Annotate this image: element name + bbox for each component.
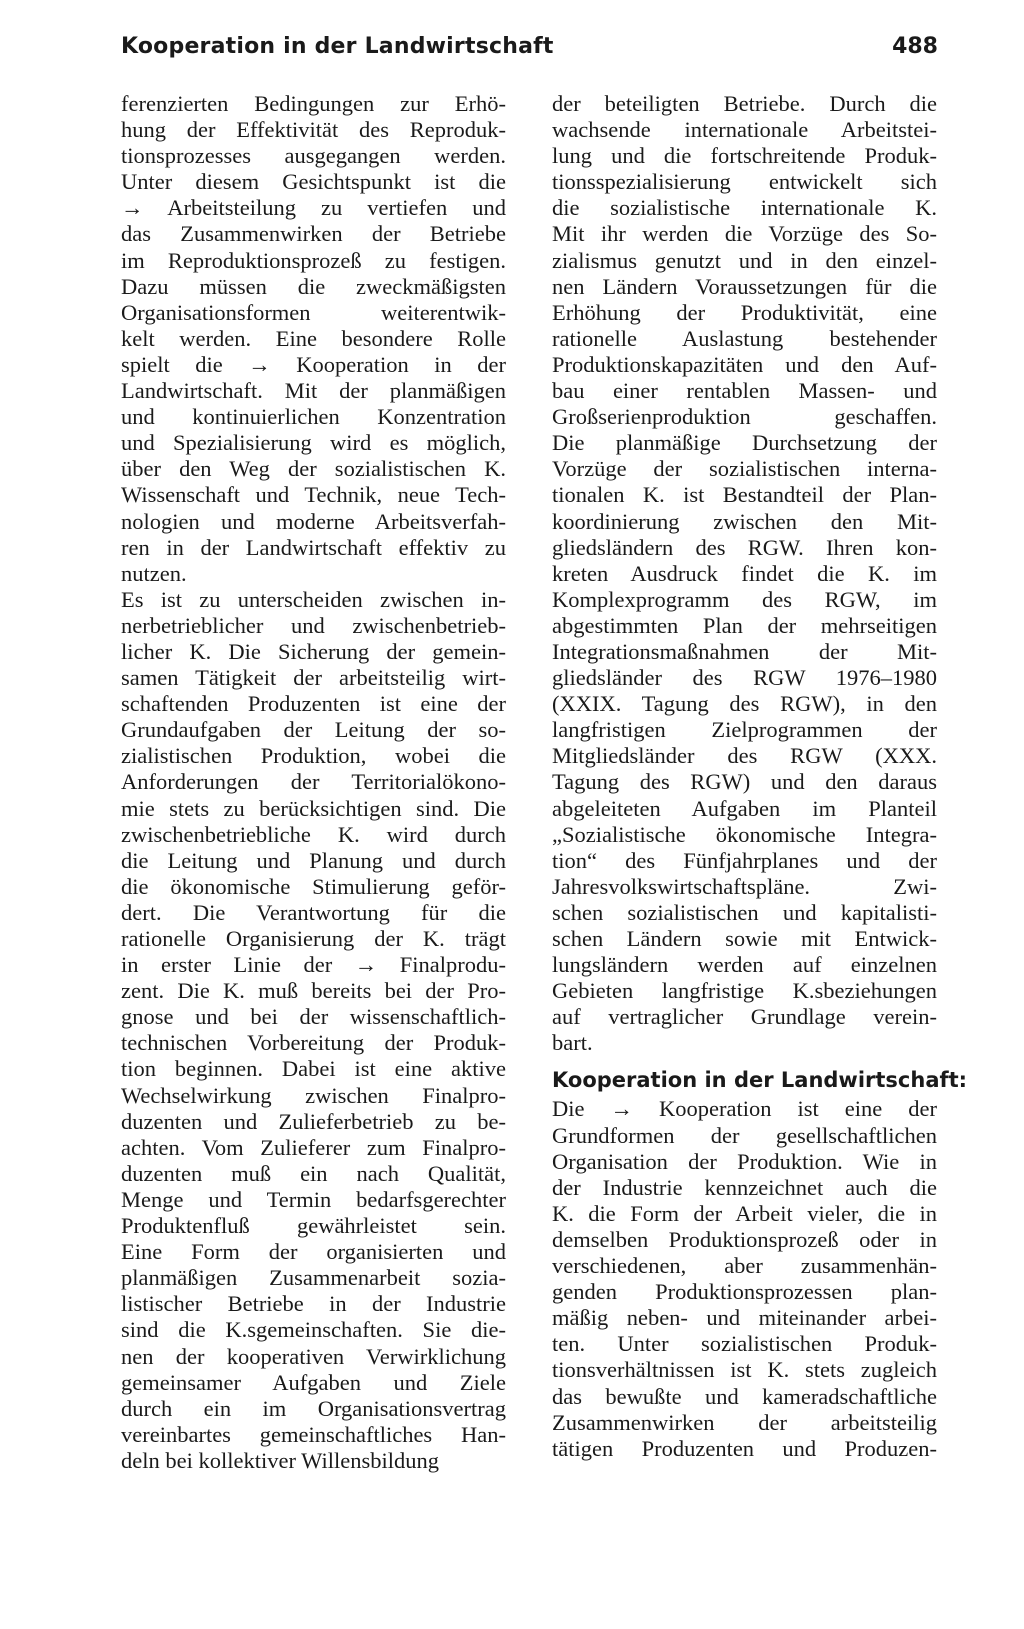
text-line: schen Ländern sowie mit Entwick-: [552, 926, 937, 951]
text-line: planmäßigen Zusammenarbeit sozia-: [121, 1265, 506, 1291]
text-line: Unter diesem Gesichtspunkt ist die: [121, 169, 506, 195]
text-line: duzenten muß ein nach Qualität,: [121, 1160, 506, 1186]
text-line: Mitgliedsländer des RGW (XXX.: [552, 743, 937, 769]
text-line: und kontinuierlichen Konzentration: [121, 404, 506, 430]
text-line: samen Tätigkeit der arbeitsteilig wirt-: [121, 665, 506, 691]
text-line: achten. Vom Zulieferer zum Finalpro-: [121, 1134, 506, 1160]
text-line: Eine Form der organisierten und: [121, 1239, 506, 1265]
text-line: gliedsländern des RGW. Ihren kon-: [552, 534, 937, 560]
text-line: kelt werden. Eine besondere Rolle: [121, 325, 506, 351]
text-line: hung der Effektivität des Reproduk-: [121, 117, 506, 143]
text-line: das Zusammenwirken der Betriebe: [121, 221, 506, 247]
right-column-text: [552, 91, 937, 1056]
right-column: [552, 91, 968, 1462]
text-line: genden Produktionsprozessen plan-: [552, 1279, 937, 1305]
text-line: rationelle Organisierung der K. trägt: [121, 926, 506, 951]
text-line: die Leitung und Planung und durch: [121, 847, 506, 873]
text-line: tionalen K. ist Bestandteil der Plan-: [552, 482, 937, 508]
text-line: bau einer rentablen Massen- und: [552, 378, 937, 404]
text-line: schaftenden Produzenten ist eine der: [121, 691, 506, 717]
text-line: lung und die fortschreitende Produk-: [552, 143, 937, 169]
text-line: verschiedenen, aber zusammenhän-: [552, 1253, 937, 1279]
text-line: duzenten und Zulieferbetrieb zu be-: [121, 1108, 506, 1134]
text-line: Die planmäßige Durchsetzung der: [552, 430, 937, 456]
text-line: ferenzierten Bedingungen zur Erhö-: [121, 91, 506, 116]
text-line: Es ist zu unterscheiden zwischen in-: [121, 586, 506, 612]
text-line: zialismus genutzt und in den einzel-: [552, 247, 937, 273]
text-line: spielt die → Kooperation in der: [121, 351, 506, 377]
text-line: Organisation der Produktion. Wie in: [552, 1148, 937, 1174]
entry-heading: Kooperation in der Landwirtschaft:: [552, 1068, 968, 1093]
text-line: Dazu müssen die zweckmäßigsten: [121, 273, 506, 299]
text-line: abgeleiteten Aufgaben im Planteil: [552, 795, 937, 821]
text-line: nerbetrieblicher und zwischenbetrieb-: [121, 612, 506, 638]
text-line: nen Ländern Voraussetzungen für die: [552, 273, 937, 299]
text-line: Grundformen der gesellschaftlichen: [552, 1122, 937, 1148]
text-line: technischen Vorbereitung der Produk-: [121, 1030, 506, 1056]
text-line: tätigen Produzenten und Produzen-: [552, 1435, 937, 1461]
text-line: tion beginnen. Dabei ist eine aktive: [121, 1056, 506, 1082]
entry-text: [552, 1096, 937, 1461]
text-line: licher K. Die Sicherung der gemein-: [121, 638, 506, 664]
text-line: Landwirtschaft. Mit der planmäßigen: [121, 378, 506, 404]
text-line: durch ein im Organisationsvertrag: [121, 1395, 506, 1421]
text-line: tionsverhältnissen ist K. stets zugleich: [552, 1357, 937, 1383]
text-line: gliedsländer des RGW 1976–1980: [552, 665, 937, 691]
page-number: 488: [892, 34, 938, 59]
text-line: sind die K.sgemeinschaften. Sie die-: [121, 1317, 506, 1343]
text-line: kreten Ausdruck findet die K. im: [552, 560, 937, 586]
text-line: gnose und bei der wissenschaftlich-: [121, 1004, 506, 1030]
text-line: Anforderungen der Territorialökono-: [121, 769, 506, 795]
text-line: Mit ihr werden die Vorzüge des So-: [552, 221, 937, 247]
text-line: Jahresvolkswirtschaftspläne. Zwi-: [552, 873, 937, 899]
text-line: mäßig neben- und miteinander arbei-: [552, 1305, 937, 1331]
text-line: dert. Die Verantwortung für die: [121, 899, 506, 925]
text-line: zialistischen Produktion, wobei die: [121, 743, 506, 769]
text-line: deln bei kollektiver Willensbildung: [121, 1447, 439, 1473]
text-line: schen sozialistischen und kapitalisti-: [552, 899, 937, 925]
text-line: ren in der Landwirtschaft effektiv zu: [121, 534, 506, 560]
text-line: listischer Betriebe in der Industrie: [121, 1291, 506, 1317]
text-line: K. die Form der Arbeit vieler, die in: [552, 1200, 937, 1226]
text-line: in erster Linie der → Finalprodu-: [121, 952, 506, 978]
text-line: zent. Die K. muß bereits bei der Pro-: [121, 978, 506, 1004]
running-head: Kooperation in der Landwirtschaft: [121, 34, 554, 59]
text-line: tionsprozesses ausgegangen werden.: [121, 143, 506, 169]
text-line: Vorzüge der sozialistischen interna-: [552, 456, 937, 482]
text-line: zwischenbetriebliche K. wird durch: [121, 821, 506, 847]
text-line: tionsspezialisierung entwickelt sich: [552, 169, 937, 195]
text-line: Integrationsmaßnahmen der Mit-: [552, 638, 937, 664]
text-line: abgestimmten Plan der mehrseitigen: [552, 612, 937, 638]
left-column: [121, 91, 506, 1474]
text-line: wachsende internationale Arbeitstei-: [552, 117, 937, 143]
text-line: der Industrie kennzeichnet auch die: [552, 1174, 937, 1200]
text-line: „Sozialistische ökonomische Integra-: [552, 821, 937, 847]
text-line: Gebieten langfristige K.sbeziehungen: [552, 978, 937, 1004]
text-line: Zusammenwirken der arbeitsteilig: [552, 1409, 937, 1435]
text-line: Großserienproduktion geschaffen.: [552, 404, 937, 430]
text-line: über den Weg der sozialistischen K.: [121, 456, 506, 482]
text-line: → Arbeitsteilung zu vertiefen und: [121, 195, 506, 221]
text-line: (XXIX. Tagung des RGW), in den: [552, 691, 937, 717]
text-line: nologien und moderne Arbeitsverfah-: [121, 508, 506, 534]
text-line: auf vertraglicher Grundlage verein-: [552, 1004, 937, 1030]
text-line: gemeinsamer Aufgaben und Ziele: [121, 1369, 506, 1395]
text-line: nutzen.: [121, 560, 187, 586]
text-line: bart.: [552, 1030, 593, 1056]
text-line: Organisationsformen weiterentwik-: [121, 299, 506, 325]
text-line: Erhöhung der Produktivität, eine: [552, 299, 937, 325]
text-line: tion“ des Fünfjahrplanes und der: [552, 847, 937, 873]
text-line: das bewußte und kameradschaftliche: [552, 1383, 937, 1409]
text-line: Wechselwirkung zwischen Finalpro-: [121, 1082, 506, 1108]
text-line: Produktenfluß gewährleistet sein.: [121, 1213, 506, 1239]
text-line: nen der kooperativen Verwirklichung: [121, 1343, 506, 1369]
text-line: rationelle Auslastung bestehender: [552, 325, 937, 351]
text-line: die ökonomische Stimulierung geför-: [121, 873, 506, 899]
text-line: mie stets zu berücksichtigen sind. Die: [121, 795, 506, 821]
text-line: die sozialistische internationale K.: [552, 195, 937, 221]
text-line: demselben Produktionsprozeß oder in: [552, 1226, 937, 1252]
text-line: Wissenschaft und Technik, neue Tech-: [121, 482, 506, 508]
text-line: Tagung des RGW) und den daraus: [552, 769, 937, 795]
text-line: im Reproduktionsprozeß zu festigen.: [121, 247, 506, 273]
text-line: Grundaufgaben der Leitung der so-: [121, 717, 506, 743]
text-line: lungsländern werden auf einzelnen: [552, 952, 937, 978]
text-line: ten. Unter sozialistischen Produk-: [552, 1331, 937, 1357]
text-line: langfristigen Zielprogrammen der: [552, 717, 937, 743]
text-line: Die → Kooperation ist eine der: [552, 1096, 937, 1122]
text-line: Produktionskapazitäten und den Auf-: [552, 351, 937, 377]
text-line: Menge und Termin bedarfsgerechter: [121, 1186, 506, 1212]
text-line: der beteiligten Betriebe. Durch die: [552, 91, 937, 116]
text-line: und Spezialisierung wird es möglich,: [121, 430, 506, 456]
text-line: koordinierung zwischen den Mit-: [552, 508, 937, 534]
text-line: vereinbartes gemeinschaftliches Han-: [121, 1421, 506, 1447]
text-line: Komplexprogramm des RGW, im: [552, 586, 937, 612]
